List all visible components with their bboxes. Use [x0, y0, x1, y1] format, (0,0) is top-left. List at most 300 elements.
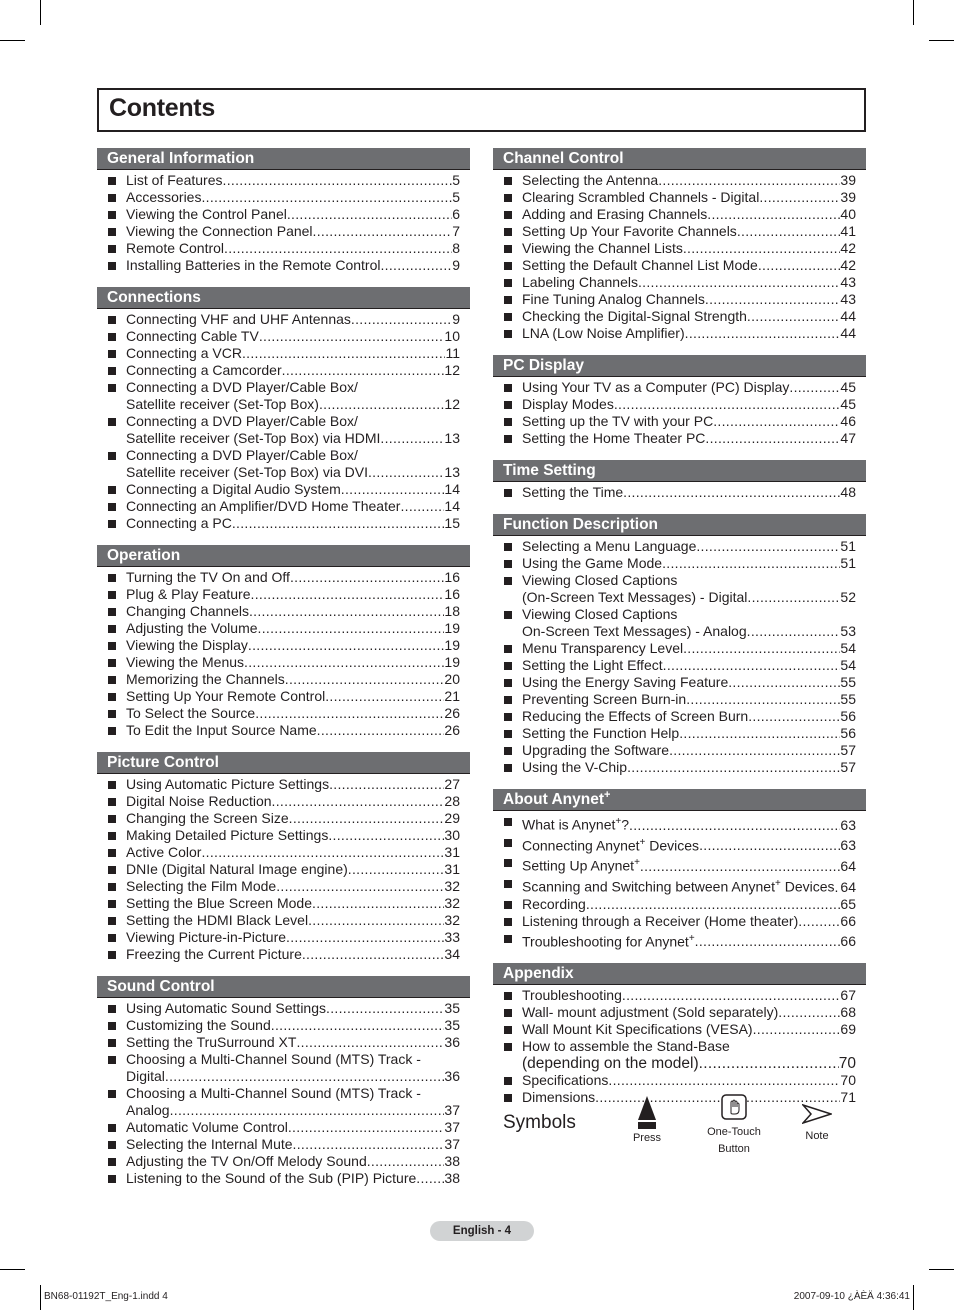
bullet-icon [504, 543, 512, 551]
page-number: 35 [444, 1017, 460, 1033]
bullet-icon [108, 642, 116, 650]
toc-entry[interactable] [97, 705, 460, 722]
toc-section [97, 287, 470, 532]
page-number: 33 [444, 929, 460, 945]
toc-entry[interactable] [493, 538, 856, 555]
page-number: 70 [840, 1072, 856, 1089]
toc-entry-first-line: Choosing a Multi-Channel Sound (MTS) Track - [126, 1085, 421, 1101]
toc-entry-title [126, 1153, 367, 1170]
page-number: 37 [444, 1119, 460, 1135]
bullet-icon [108, 503, 116, 511]
dot-leader [313, 223, 453, 240]
toc-entry-text: Wall Mount Kit Specifications (VESA) [522, 1021, 753, 1038]
dot-leader [627, 759, 840, 776]
bullet-icon [504, 1077, 512, 1085]
page-number: 9 [452, 311, 460, 327]
timestamp-slug: 2007-09-10 ¿ÀÈÄ 4:36:41 [793, 1291, 910, 1302]
toc-entry-text: Viewing the Control Panel [126, 206, 287, 222]
page-number: 10 [444, 328, 460, 344]
toc-entry-text: Clearing Scrambled Channels - Digital [522, 189, 760, 205]
toc-entry-text: Changing the Screen Size [126, 810, 289, 826]
toc-entry-title [126, 172, 223, 189]
toc-entry[interactable] [493, 206, 856, 223]
bullet-icon [108, 832, 116, 840]
toc-entry[interactable] [97, 603, 460, 620]
page-number: 19 [444, 620, 460, 636]
symbols-legend [493, 1092, 866, 1162]
toc-entry-text: Connecting a VCR [126, 345, 242, 361]
press-symbol [621, 1096, 673, 1147]
toc-entry[interactable] [97, 688, 460, 705]
toc-entry[interactable] [97, 189, 460, 206]
dot-leader [287, 206, 452, 223]
toc-entry-text: Viewing Picture-in-Picture [126, 929, 287, 945]
toc-entry-title [126, 1136, 293, 1153]
section-heading [97, 752, 470, 774]
dot-leader [289, 810, 445, 827]
toc-entry[interactable] [493, 325, 856, 342]
toc-entry[interactable] [493, 396, 856, 413]
toc-entry[interactable] [97, 481, 460, 498]
toc-entry-first-line: Choosing a Multi-Channel Sound (MTS) Track - [126, 1051, 421, 1067]
toc-entry[interactable] [97, 1170, 460, 1187]
toc-entry-text: Adding and Erasing Channels [522, 206, 708, 222]
toc-entry[interactable] [493, 708, 856, 725]
symbols-label: Symbols [503, 1112, 576, 1133]
page-number: 34 [444, 946, 460, 962]
toc-entry-text: On-Screen Text Messages) - Analog [522, 623, 747, 639]
dot-leader [658, 172, 840, 189]
bullet-icon [108, 1022, 116, 1030]
toc-section [493, 963, 866, 1106]
section-heading-text: Time Setting [503, 462, 596, 479]
toc-entry[interactable] [97, 620, 460, 637]
bullet-icon [108, 520, 116, 528]
toc-entry-text: Selecting the Internal Mute [126, 1136, 293, 1152]
dot-leader [679, 725, 840, 742]
toc-entry-text: Digital Noise Reduction [126, 793, 272, 809]
dot-leader [662, 555, 840, 572]
dot-leader [367, 1153, 445, 1170]
page-number: 35 [444, 1000, 460, 1016]
toc-entry[interactable] [493, 657, 856, 674]
toc-entry-title [522, 875, 835, 896]
toc-entry[interactable] [97, 722, 460, 739]
bullet-icon [108, 1158, 116, 1166]
toc-entry[interactable] [97, 946, 460, 963]
toc-entry-title [126, 654, 244, 671]
page-number: 16 [444, 586, 460, 602]
toc-entry[interactable] [493, 223, 856, 240]
toc-entry[interactable] [97, 1017, 460, 1034]
page-number: 48 [840, 484, 856, 500]
toc-entry-text: Analog [126, 1102, 170, 1118]
toc-entry[interactable] [493, 674, 856, 691]
toc-entry-title [126, 861, 348, 878]
toc-entry[interactable] [493, 875, 856, 896]
bullet-icon [108, 1141, 116, 1149]
toc-entry[interactable] [97, 878, 460, 895]
toc-entry-title [126, 1034, 296, 1051]
toc-entry[interactable] [97, 810, 460, 827]
toc-entry[interactable] [97, 515, 460, 532]
page-number: 45 [840, 396, 856, 412]
bullet-icon [108, 211, 116, 219]
crop-mark [929, 1269, 954, 1270]
dot-leader [271, 1017, 445, 1034]
toc-entry[interactable] [97, 895, 460, 912]
toc-entry[interactable] [97, 861, 460, 878]
toc-entry-title [522, 854, 640, 875]
bullet-icon [108, 883, 116, 891]
toc-entry-text: (depending on the model) [522, 1055, 699, 1073]
toc-entry[interactable] [97, 172, 460, 189]
dot-leader [251, 586, 445, 603]
page-number: 57 [840, 742, 856, 758]
dot-leader [224, 240, 452, 257]
page-number: 31 [444, 844, 460, 860]
toc-entry[interactable] [493, 759, 856, 776]
toc-entry-text: Plug & Play Feature [126, 586, 251, 602]
toc-entry[interactable] [97, 498, 460, 515]
toc-entry-text: Listening to the Sound of the Sub (PIP) Picture [126, 1170, 417, 1186]
toc-entry[interactable] [493, 308, 856, 325]
toc-entry-title [522, 257, 758, 274]
toc-entry[interactable] [493, 172, 856, 189]
toc-entry-title [126, 362, 282, 379]
toc-entry[interactable] [97, 413, 460, 447]
toc-entry-title [522, 759, 627, 776]
toc-entry[interactable] [493, 896, 856, 913]
toc-entry[interactable] [493, 640, 856, 657]
toc-entry-title [126, 206, 287, 223]
toc-entry[interactable] [493, 834, 856, 855]
section-heading [97, 545, 470, 567]
page-number: 44 [840, 325, 856, 341]
toc-entry-text: Using Automatic Picture Settings [126, 776, 330, 792]
toc-entry-first-line: Viewing Closed Captions [522, 572, 678, 588]
dot-leader [759, 189, 840, 206]
toc-entry-first-line: Viewing Closed Captions [522, 606, 678, 622]
dot-leader [778, 1004, 840, 1021]
toc-entry-title [126, 396, 319, 413]
dot-leader [686, 691, 840, 708]
toc-entry[interactable] [493, 379, 856, 396]
page-number: 56 [840, 725, 856, 741]
toc-entry-text: Connecting a Camcorder [126, 362, 282, 378]
page-number: 5 [452, 189, 460, 205]
bullet-icon [504, 662, 512, 670]
toc-entry-first-line: Connecting a DVD Player/Cable Box/ [126, 413, 358, 429]
page-number: 66 [840, 933, 856, 950]
toc-entry-title [522, 623, 747, 640]
page-number-badge: English - 4 [430, 1221, 534, 1241]
bullet-icon [504, 418, 512, 426]
toc-entry-text: Checking the Digital-Signal Strength [522, 308, 747, 324]
toc-entry-title [522, 674, 728, 691]
toc-entry[interactable] [97, 827, 460, 844]
toc-entry-text: Adjusting the TV On/Off Melody Sound [126, 1153, 367, 1169]
toc-entry-text: Setting the Default Channel List Mode [522, 257, 758, 273]
toc-entry[interactable] [493, 572, 856, 606]
page-number: 54 [840, 640, 856, 656]
bullet-icon [108, 1175, 116, 1183]
toc-entry[interactable] [97, 1119, 460, 1136]
toc-entry[interactable] [493, 691, 856, 708]
page-number: 28 [444, 793, 460, 809]
toc-entry-title [126, 878, 276, 895]
toc-entry[interactable] [493, 742, 856, 759]
bullet-icon [504, 228, 512, 236]
page-number: 16 [444, 569, 460, 585]
toc-section [493, 789, 866, 950]
section-heading [493, 148, 866, 170]
bullet-icon [504, 818, 512, 826]
toc-entry[interactable] [97, 345, 460, 362]
toc-entry[interactable] [97, 912, 460, 929]
toc-entry[interactable] [493, 930, 856, 951]
toc-entry-title [126, 515, 232, 532]
section-heading-text: Picture Control [107, 754, 219, 771]
section-heading-text: Operation [107, 547, 181, 564]
section-heading-text: Function Description [503, 516, 658, 533]
toc-entry[interactable] [97, 362, 460, 379]
bullet-icon [504, 211, 512, 219]
dot-leader [165, 1068, 445, 1085]
page-number: 42 [840, 257, 856, 273]
toc-entry-text: Menu Transparency Level [522, 640, 684, 656]
dot-leader [683, 240, 841, 257]
toc-entry[interactable] [97, 1034, 460, 1051]
toc-entry-title [522, 742, 669, 759]
toc-entry-title [522, 538, 696, 555]
section-heading [493, 789, 866, 811]
dot-leader [341, 481, 445, 498]
toc-entry[interactable] [97, 1136, 460, 1153]
toc-entry-title [522, 274, 638, 291]
page-number: 45 [840, 379, 856, 395]
bullet-icon [108, 798, 116, 806]
toc-entry[interactable] [97, 569, 460, 586]
page-number: 26 [444, 722, 460, 738]
toc-entry[interactable] [493, 240, 856, 257]
toc-entry-title [522, 708, 748, 725]
bullet-icon [108, 608, 116, 616]
toc-entry-title [522, 223, 737, 240]
toc-entry-text: Digital [126, 1068, 165, 1084]
page-number: 13 [444, 464, 460, 480]
dot-leader [747, 589, 840, 606]
bullet-icon [504, 901, 512, 909]
superscript: + [639, 836, 646, 848]
title-box [97, 88, 866, 132]
page-number: 55 [840, 674, 856, 690]
page-number: 51 [840, 538, 856, 554]
toc-entry[interactable] [493, 1072, 856, 1089]
toc-entry[interactable] [97, 379, 460, 413]
toc-entry[interactable] [493, 257, 856, 274]
page-number: 69 [840, 1021, 856, 1038]
toc-entry[interactable] [97, 637, 460, 654]
bullet-icon [504, 177, 512, 185]
dot-leader [319, 396, 444, 413]
toc-entry-text: Using the Energy Saving Feature [522, 674, 729, 690]
page-number: 57 [840, 759, 856, 775]
toc-entry-text: Connecting VHF and UHF Antennas [126, 311, 351, 327]
dot-leader [325, 688, 444, 705]
page-number: 19 [444, 637, 460, 653]
toc-entry-text: Selecting the Film Mode [126, 878, 277, 894]
bullet-icon [504, 401, 512, 409]
toc-entry[interactable] [97, 206, 460, 223]
bullet-icon [108, 262, 116, 270]
toc-entry-text: Memorizing the Channels [126, 671, 285, 687]
toc-entry-title [522, 725, 679, 742]
toc-entry[interactable] [97, 257, 460, 274]
toc-entry[interactable] [493, 189, 856, 206]
toc-entry[interactable] [97, 240, 460, 257]
dot-leader [255, 705, 444, 722]
dot-leader [302, 946, 445, 963]
dot-leader [232, 515, 445, 532]
dot-leader [747, 623, 841, 640]
toc-entry-title [126, 776, 329, 793]
dot-leader [290, 569, 444, 586]
toc-entry-title [522, 813, 629, 834]
page-number: 5 [452, 172, 460, 188]
toc-entry-title [126, 620, 258, 637]
toc-entry[interactable] [97, 654, 460, 671]
page-number: 14 [444, 481, 460, 497]
bullet-icon [108, 849, 116, 857]
toc-entry[interactable] [97, 328, 460, 345]
left-column [97, 148, 470, 1200]
toc-entry[interactable] [97, 844, 460, 861]
dot-leader [328, 827, 444, 844]
toc-entry-title [522, 640, 683, 657]
toc-entry-title [126, 844, 201, 861]
toc-entry-title [126, 257, 380, 274]
dot-leader [747, 308, 841, 325]
toc-entry-text: Changing Channels [126, 603, 249, 619]
toc-entry[interactable] [97, 793, 460, 810]
toc-entry-title [522, 1055, 699, 1072]
toc-entry-text: Freezing the Current Picture [126, 946, 302, 962]
bullet-icon [108, 367, 116, 375]
toc-entry[interactable] [493, 1021, 856, 1038]
toc-entry-text: Using the Game Mode [522, 555, 663, 571]
toc-entry[interactable] [493, 484, 856, 501]
page-number: 7 [452, 223, 460, 239]
toc-entry-title [522, 308, 747, 325]
toc-entry-title [126, 498, 400, 515]
toc-entry[interactable] [97, 929, 460, 946]
bullet-icon [504, 1043, 512, 1051]
dot-leader [223, 172, 453, 189]
toc-entry[interactable] [493, 274, 856, 291]
toc-entry[interactable] [493, 913, 856, 930]
toc-entry[interactable] [493, 606, 856, 640]
page-number: 32 [444, 878, 460, 894]
toc-entry[interactable] [493, 413, 856, 430]
toc-entry-title [126, 705, 255, 722]
toc-entry[interactable] [97, 311, 460, 328]
crop-mark [929, 40, 954, 41]
page-number: 20 [444, 671, 460, 687]
toc-entry[interactable] [493, 987, 856, 1004]
toc-entry-text: Setting up the TV with your PC [522, 413, 714, 429]
bullet-icon [504, 764, 512, 772]
toc-entry-text: Listening through a Receiver (Home theater) [522, 912, 799, 929]
toc-entry-title [126, 328, 259, 345]
toc-entry-text: Setting the Function Help [522, 725, 680, 741]
bullet-icon [108, 1090, 116, 1098]
toc-entry[interactable] [97, 1051, 460, 1085]
bullet-icon [108, 228, 116, 236]
page-number: 11 [445, 345, 460, 361]
toc-section [493, 514, 866, 776]
page-number: 38 [444, 1170, 460, 1186]
superscript: + [604, 788, 611, 801]
toc-entry[interactable] [493, 813, 856, 834]
note-arrow-icon [802, 1104, 832, 1124]
toc-entry[interactable] [493, 1038, 856, 1072]
section-heading [493, 355, 866, 377]
toc-entry-title [126, 189, 201, 206]
toc-entry-title [522, 1072, 608, 1089]
dot-leader [368, 464, 444, 481]
one-touch-label: One-Touch [707, 1126, 761, 1138]
bullet-icon [108, 486, 116, 494]
dot-leader [276, 878, 444, 895]
toc-entry-suffix: Devices [780, 878, 835, 895]
toc-entry[interactable] [97, 1153, 460, 1170]
bullet-icon [108, 917, 116, 925]
page-number: 55 [840, 691, 856, 707]
toc-entry-text: List of Features [126, 172, 223, 188]
toc-entry[interactable] [97, 671, 460, 688]
toc-entry[interactable] [493, 1004, 856, 1021]
toc-entry[interactable] [97, 1000, 460, 1017]
dot-leader [695, 933, 841, 950]
page-number: 30 [444, 827, 460, 843]
page-number: 56 [840, 708, 856, 724]
toc-entry-text: Automatic Volume Control [126, 1119, 288, 1135]
toc-entry-text: Viewing the Connection Panel [126, 223, 313, 239]
dot-leader [737, 223, 841, 240]
page-number: 46 [840, 413, 856, 429]
dot-leader [400, 498, 444, 515]
toc-entry[interactable] [493, 725, 856, 742]
bullet-icon [504, 384, 512, 392]
superscript: + [615, 816, 622, 827]
toc-entry[interactable] [97, 776, 460, 793]
dot-leader [170, 1102, 445, 1119]
toc-entry[interactable] [97, 1085, 460, 1119]
toc-entry-text: Setting the HDMI Black Level [126, 912, 309, 928]
toc-entry[interactable] [493, 555, 856, 572]
dot-leader [608, 1072, 840, 1089]
toc-entry[interactable] [493, 430, 856, 447]
toc-entry-text: Satellite receiver (Set-Top Box) via DVI [126, 464, 368, 480]
toc-entry[interactable] [493, 854, 856, 875]
toc-entry[interactable] [97, 586, 460, 603]
toc-section [493, 355, 866, 447]
toc-entry[interactable] [97, 447, 460, 481]
toc-entry[interactable] [97, 223, 460, 240]
toc-entry[interactable] [493, 291, 856, 308]
dot-leader [272, 793, 445, 810]
